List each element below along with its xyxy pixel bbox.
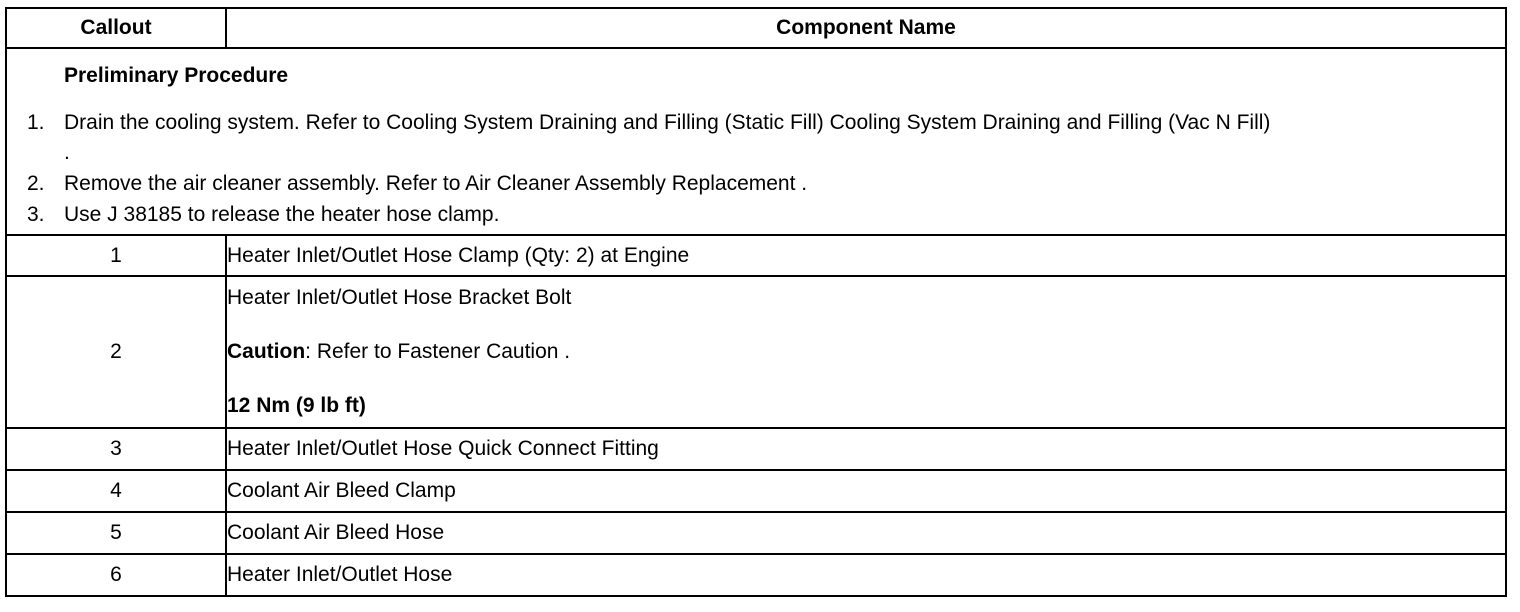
callout-cell: 3 <box>6 428 226 470</box>
table-row <box>6 512 1506 554</box>
caution-note <box>227 339 1505 365</box>
procedure-steps-list <box>7 107 1505 230</box>
step-text: Remove the air cleaner assembly. Refer to Air Cleaner Assembly Replacement . <box>64 172 808 195</box>
callout-cell: 4 <box>6 470 226 512</box>
step-trailing-period: . <box>64 141 70 164</box>
procedure-step <box>7 199 1505 230</box>
table-row <box>6 276 1506 428</box>
table-row <box>6 470 1506 512</box>
step-number: 3. <box>27 203 45 226</box>
component-name-cell: Heater Inlet/Outlet Hose <box>226 554 1506 596</box>
table-row <box>6 554 1506 596</box>
caution-text: : Refer to Fastener Caution . <box>305 340 571 363</box>
component-name: Heater Inlet/Outlet Hose Bracket Bolt <box>227 286 572 309</box>
callout-header: Callout <box>6 8 226 48</box>
component-name-cell: Coolant Air Bleed Clamp <box>226 470 1506 512</box>
step-number: 1. <box>27 111 45 134</box>
component-name-cell: Heater Inlet/Outlet Hose Clamp (Qty: 2) at Engine <box>226 235 1506 276</box>
component-name-cell: Coolant Air Bleed Hose <box>226 512 1506 554</box>
procedure-step <box>7 107 1505 168</box>
preliminary-procedure-cell <box>6 48 1506 235</box>
preliminary-procedure-row <box>6 48 1506 235</box>
component-table <box>5 7 1507 597</box>
callout-cell: 6 <box>6 554 226 596</box>
table-header-row <box>6 8 1506 48</box>
step-number: 2. <box>27 172 45 195</box>
component-name-header: Component Name <box>226 8 1506 48</box>
procedure-step <box>7 168 1505 199</box>
callout-cell: 5 <box>6 512 226 554</box>
callout-cell: 2 <box>6 276 226 428</box>
preliminary-procedure-title: Preliminary Procedure <box>64 64 289 87</box>
torque-spec: 12 Nm (9 lb ft) <box>227 394 366 417</box>
component-name-cell <box>226 276 1506 428</box>
table-row <box>6 235 1506 276</box>
step-text: Drain the cooling system. Refer to Cooling System Draining and Filling (Static Fill) Cooling System Draining and Filling (Vac N Fill) <box>64 111 1271 134</box>
step-text: Use J 38185 to release the heater hose clamp. <box>64 203 500 226</box>
component-name-cell: Heater Inlet/Outlet Hose Quick Connect Fitting <box>226 428 1506 470</box>
table-row <box>6 428 1506 470</box>
caution-label: Caution <box>227 340 306 363</box>
callout-cell: 1 <box>6 235 226 276</box>
